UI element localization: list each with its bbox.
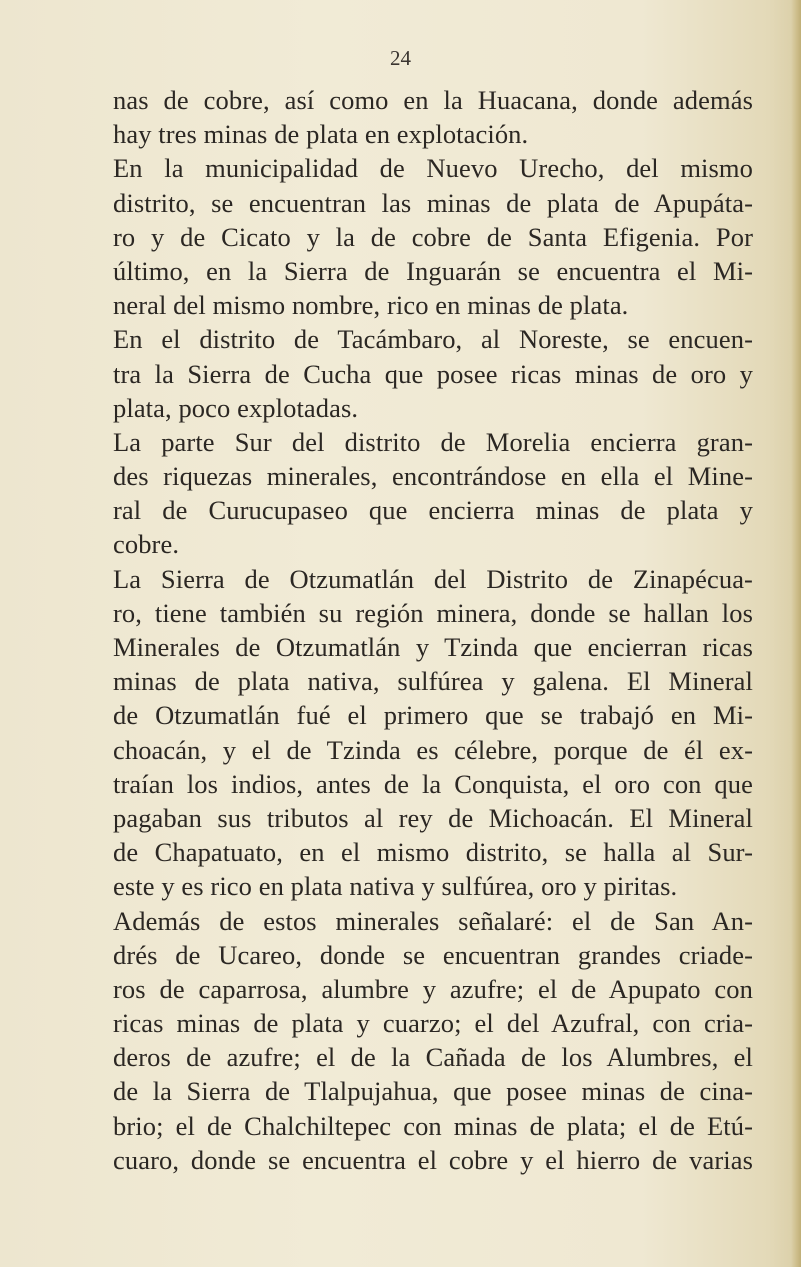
text-line: de la Sierra de Tlalpujahua, que posee minas de cina-	[113, 1076, 753, 1107]
text-line: En la municipalidad de Nuevo Urecho, del mismo	[113, 153, 753, 184]
text-line: tra la Sierra de Cucha que posee ricas minas de oro y	[113, 358, 753, 389]
text-line: este y es rico en plata nativa y sulfúrea, oro y piritas.	[113, 871, 678, 902]
text-line: minas de plata nativa, sulfúrea y galena. El Mineral	[113, 666, 753, 697]
text-line: traían los indios, antes de la Conquista, el oro con que	[113, 768, 753, 799]
text-line: des riquezas minerales, encontrándose en ella el Mine-	[113, 461, 753, 492]
text-line: pagaban sus tributos al rey de Michoacán. El Mineral	[113, 802, 753, 833]
text-line: último, en la Sierra de Inguarán se encuentra el Mi-	[113, 255, 753, 286]
page-edge	[791, 0, 801, 1267]
text-line: distrito, se encuentran las minas de plata de Apupáta-	[113, 187, 753, 218]
page-number: 24	[390, 46, 411, 70]
text-line: ro y de Cicato y la de cobre de Santa Efigenia. Por	[113, 221, 753, 252]
text-line: cuaro, donde se encuentra el cobre y el hierro de varias	[113, 1144, 753, 1175]
text-line: drés de Ucareo, donde se encuentran grandes criade-	[113, 939, 753, 970]
text-line: ricas minas de plata y cuarzo; el del Azufral, con cria-	[113, 1008, 753, 1039]
text-line: de Chapatuato, en el mismo distrito, se halla al Sur-	[113, 837, 753, 868]
text-line: En el distrito de Tacámbaro, al Noreste, se encuen-	[113, 324, 753, 355]
text-line: ro, tiene también su región minera, donde se hallan los	[113, 597, 753, 628]
text-line: brio; el de Chalchiltepec con minas de plata; el de Etú-	[113, 1110, 753, 1141]
text-line: Minerales de Otzumatlán y Tzinda que encierran ricas	[113, 632, 753, 662]
body-text	[113, 83, 753, 1177]
text-line: choacán, y el de Tzinda es célebre, porque de él ex-	[113, 734, 753, 765]
text-line: de Otzumatlán fué el primero que se trabajó en Mi-	[113, 700, 753, 731]
text-line: cobre.	[113, 529, 180, 560]
text-line: ros de caparrosa, alumbre y azufre; el de Apupato con	[113, 973, 753, 1004]
text-line: neral del mismo nombre, rico en minas de plata.	[113, 290, 629, 321]
text-line: hay tres minas de plata en explotación.	[113, 119, 529, 150]
text-line: La parte Sur del distrito de Morelia encierra gran-	[113, 426, 753, 457]
text-line: deros de azufre; el de la Cañada de los Alumbres, el	[113, 1042, 753, 1073]
text-line: Además de estos minerales señalaré: el de San An-	[113, 905, 753, 936]
text-line: nas de cobre, así como en la Huacana, donde además	[113, 85, 753, 115]
text-line: La Sierra de Otzumatlán del Distrito de Zinapécua-	[113, 563, 753, 594]
text-line: ral de Curucupaseo que encierra minas de plata y	[113, 495, 753, 526]
text-line: plata, poco explotadas.	[113, 392, 359, 423]
